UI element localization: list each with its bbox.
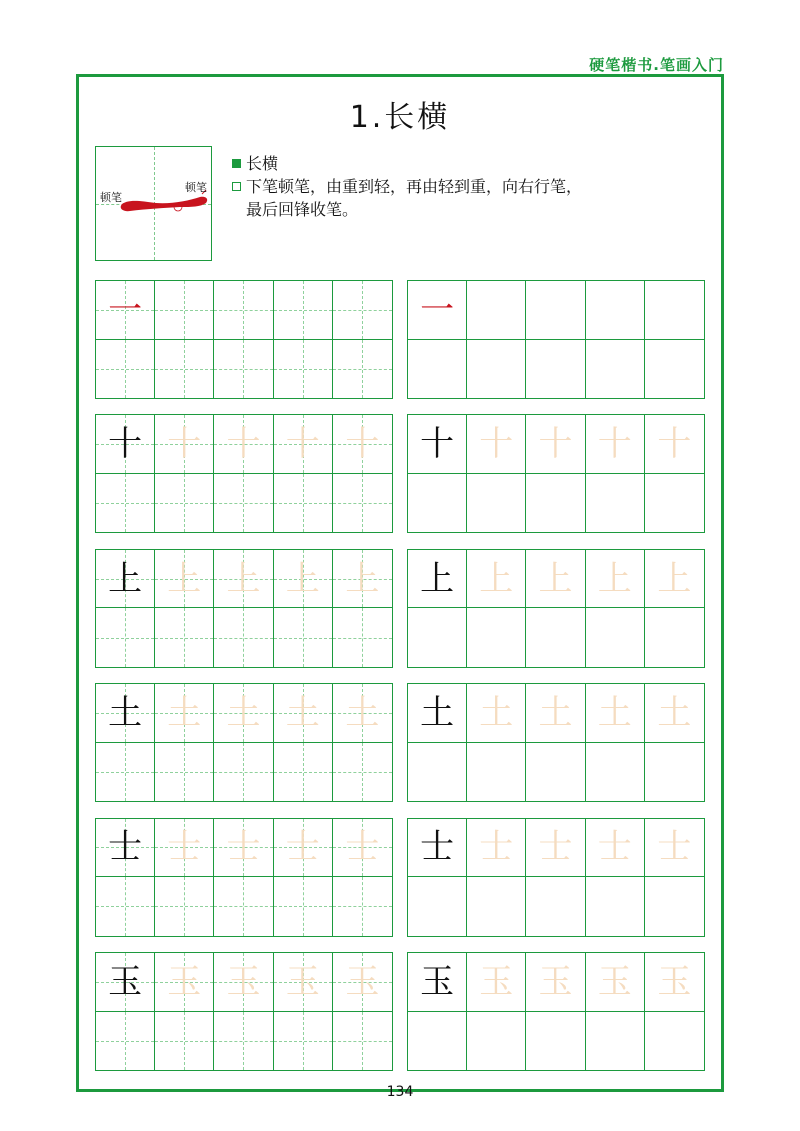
practice-cell[interactable] [586, 608, 645, 667]
trace-character: 十 [538, 424, 573, 465]
practice-cell[interactable] [155, 340, 214, 399]
practice-cell[interactable] [96, 415, 155, 474]
open-square-bullet-icon [232, 182, 241, 191]
trace-character: 上 [226, 558, 261, 599]
practice-cell[interactable] [645, 743, 704, 802]
cell-guide-horizontal [333, 638, 392, 639]
practice-cell[interactable] [645, 1012, 704, 1071]
practice-cell[interactable] [526, 684, 585, 743]
practice-cell[interactable] [274, 474, 333, 533]
trace-character: 土 [226, 692, 261, 733]
stroke-description [232, 152, 582, 221]
practice-cell[interactable] [155, 953, 214, 1012]
cell-guide-horizontal [333, 906, 392, 907]
practice-cell[interactable] [526, 474, 585, 533]
practice-cell[interactable] [274, 608, 333, 667]
practice-cell[interactable] [214, 474, 273, 533]
practice-cell[interactable] [467, 953, 526, 1012]
practice-cell[interactable] [526, 415, 585, 474]
model-character: 十 [420, 424, 455, 465]
practice-cell[interactable] [586, 474, 645, 533]
practice-cell[interactable] [274, 415, 333, 474]
practice-cell[interactable] [155, 281, 214, 340]
description-line-1: 下笔顿笔，由重到轻，再由轻到重，向右行笔， [246, 177, 583, 196]
cell-guide-horizontal [333, 369, 392, 370]
practice-grid-block [407, 280, 705, 399]
cell-guide-horizontal [214, 1041, 272, 1042]
cell-guide-horizontal [96, 772, 154, 773]
trace-character: 上 [345, 558, 380, 599]
practice-cell[interactable] [586, 743, 645, 802]
trace-character: 玉 [597, 961, 632, 1002]
trace-character: 土 [538, 692, 573, 733]
practice-cell[interactable] [274, 1012, 333, 1071]
practice-cell[interactable] [155, 684, 214, 743]
practice-cell[interactable] [586, 684, 645, 743]
practice-cell[interactable] [586, 877, 645, 936]
model-character: 十 [108, 424, 143, 465]
practice-cell[interactable] [586, 819, 645, 878]
cell-guide-horizontal [155, 503, 213, 504]
practice-cell[interactable] [274, 340, 333, 399]
practice-cell[interactable] [408, 743, 467, 802]
practice-cell[interactable] [586, 953, 645, 1012]
practice-cell[interactable] [214, 819, 273, 878]
practice-grid-block [407, 683, 705, 802]
practice-cell[interactable] [96, 743, 155, 802]
trace-character: 土 [167, 692, 202, 733]
practice-cell[interactable] [214, 1012, 273, 1071]
practice-cell[interactable] [214, 281, 273, 340]
practice-cell[interactable] [214, 743, 273, 802]
practice-cell[interactable] [96, 474, 155, 533]
practice-cell[interactable] [96, 684, 155, 743]
description-heading: 长横 [246, 154, 279, 173]
practice-cell[interactable] [96, 877, 155, 936]
practice-grid-block [95, 952, 393, 1071]
practice-cell[interactable] [586, 550, 645, 609]
model-character: 上 [108, 558, 143, 599]
trace-character: 土 [597, 692, 632, 733]
practice-cell[interactable] [408, 684, 467, 743]
cell-guide-horizontal [214, 369, 272, 370]
practice-grid-block [407, 414, 705, 533]
cell-guide-horizontal [96, 638, 154, 639]
trace-character: 士 [597, 827, 632, 868]
practice-cell[interactable] [155, 608, 214, 667]
trace-character: 玉 [479, 961, 514, 1002]
practice-grid-block [407, 818, 705, 937]
description-line-2: 最后回锋收笔。 [246, 200, 359, 219]
practice-grid-block [407, 549, 705, 668]
practice-cell[interactable] [96, 1012, 155, 1071]
cell-guide-horizontal [155, 1041, 213, 1042]
trace-character: 玉 [657, 961, 692, 1002]
practice-cell[interactable] [333, 743, 392, 802]
practice-cell[interactable] [333, 340, 392, 399]
trace-character: 士 [657, 827, 692, 868]
practice-cell[interactable] [408, 877, 467, 936]
practice-cell[interactable] [333, 474, 392, 533]
practice-cell[interactable] [526, 340, 585, 399]
practice-cell[interactable] [155, 743, 214, 802]
practice-grid-block [95, 818, 393, 937]
practice-cell[interactable] [96, 953, 155, 1012]
model-character: 玉 [108, 961, 143, 1002]
practice-cell[interactable] [333, 550, 392, 609]
practice-cell[interactable] [333, 1012, 392, 1071]
cell-guide-horizontal [96, 1041, 154, 1042]
cell-guide-horizontal [274, 1041, 332, 1042]
practice-cell[interactable] [586, 415, 645, 474]
filled-square-bullet-icon [232, 159, 241, 168]
practice-cell[interactable] [467, 684, 526, 743]
model-character: 一 [108, 289, 143, 330]
cell-guide-horizontal [214, 906, 272, 907]
page-title: 1.长横 [349, 100, 451, 135]
practice-grid-block [407, 952, 705, 1071]
practice-cell[interactable] [645, 953, 704, 1012]
cell-guide-horizontal [214, 310, 272, 311]
practice-cell[interactable] [645, 415, 704, 474]
practice-cell[interactable] [526, 953, 585, 1012]
trace-character: 上 [597, 558, 632, 599]
practice-cell[interactable] [333, 953, 392, 1012]
cell-guide-horizontal [274, 503, 332, 504]
practice-cell[interactable] [408, 608, 467, 667]
practice-cell[interactable] [96, 281, 155, 340]
practice-cell[interactable] [467, 877, 526, 936]
practice-cell[interactable] [408, 819, 467, 878]
trace-character: 十 [285, 424, 320, 465]
model-character: 上 [420, 558, 455, 599]
cell-guide-horizontal [333, 503, 392, 504]
cell-guide-horizontal [333, 772, 392, 773]
trace-character: 玉 [226, 961, 261, 1002]
practice-cell[interactable] [214, 953, 273, 1012]
practice-cell[interactable] [214, 415, 273, 474]
practice-cell[interactable] [333, 877, 392, 936]
cell-guide-horizontal [274, 906, 332, 907]
practice-cell[interactable] [586, 281, 645, 340]
model-character: 士 [108, 827, 143, 868]
practice-cell[interactable] [526, 877, 585, 936]
trace-character: 士 [167, 827, 202, 868]
cell-guide-horizontal [274, 638, 332, 639]
practice-cell[interactable] [645, 340, 704, 399]
practice-cell[interactable] [467, 1012, 526, 1071]
cell-guide-horizontal [214, 638, 272, 639]
practice-cell[interactable] [155, 1012, 214, 1071]
cell-guide-horizontal [155, 638, 213, 639]
cell-guide-horizontal [155, 772, 213, 773]
trace-character: 玉 [167, 961, 202, 1002]
practice-cell[interactable] [526, 819, 585, 878]
practice-cell[interactable] [274, 550, 333, 609]
model-character: 士 [420, 827, 455, 868]
practice-cell[interactable] [526, 550, 585, 609]
trace-character: 士 [285, 827, 320, 868]
practice-cell[interactable] [155, 550, 214, 609]
cell-guide-horizontal [155, 906, 213, 907]
cell-guide-horizontal [274, 369, 332, 370]
practice-grid-block [95, 414, 393, 533]
trace-character: 玉 [285, 961, 320, 1002]
practice-cell[interactable] [645, 608, 704, 667]
trace-character: 土 [479, 692, 514, 733]
trace-character: 上 [657, 558, 692, 599]
cell-guide-horizontal [274, 310, 332, 311]
practice-cell[interactable] [155, 819, 214, 878]
trace-character: 土 [285, 692, 320, 733]
practice-cell[interactable] [408, 340, 467, 399]
practice-cell[interactable] [333, 819, 392, 878]
practice-cell[interactable] [274, 819, 333, 878]
demo-label-left: 顿笔 [100, 191, 122, 204]
trace-character: 上 [538, 558, 573, 599]
trace-character: 十 [345, 424, 380, 465]
practice-cell[interactable] [96, 340, 155, 399]
trace-character: 玉 [345, 961, 380, 1002]
practice-cell[interactable] [214, 608, 273, 667]
trace-character: 士 [538, 827, 573, 868]
trace-character: 上 [479, 558, 514, 599]
practice-cell[interactable] [96, 608, 155, 667]
practice-cell[interactable] [526, 281, 585, 340]
practice-cell[interactable] [408, 281, 467, 340]
practice-cell[interactable] [645, 684, 704, 743]
practice-cell[interactable] [408, 1012, 467, 1071]
practice-grid-block [95, 549, 393, 668]
stroke-demo-box [95, 146, 212, 261]
trace-character: 玉 [538, 961, 573, 1002]
practice-cell[interactable] [467, 743, 526, 802]
demo-label-right: 顿笔 [185, 181, 207, 194]
cell-guide-horizontal [274, 772, 332, 773]
practice-cell[interactable] [467, 281, 526, 340]
page-number: 134 [386, 1084, 414, 1100]
practice-cell[interactable] [155, 877, 214, 936]
practice-cell[interactable] [408, 550, 467, 609]
practice-cell[interactable] [526, 743, 585, 802]
practice-cell[interactable] [467, 474, 526, 533]
cell-guide-horizontal [214, 772, 272, 773]
practice-cell[interactable] [467, 550, 526, 609]
cell-guide-horizontal [155, 310, 213, 311]
practice-cell[interactable] [408, 953, 467, 1012]
practice-cell[interactable] [333, 281, 392, 340]
practice-cell[interactable] [96, 550, 155, 609]
practice-cell[interactable] [214, 340, 273, 399]
practice-cell[interactable] [408, 474, 467, 533]
cell-guide-horizontal [333, 310, 392, 311]
cell-guide-horizontal [155, 369, 213, 370]
cell-guide-horizontal [333, 1041, 392, 1042]
practice-cell[interactable] [467, 608, 526, 667]
practice-cell[interactable] [467, 415, 526, 474]
practice-cell[interactable] [274, 743, 333, 802]
practice-cell[interactable] [526, 608, 585, 667]
practice-cell[interactable] [645, 281, 704, 340]
practice-cell[interactable] [155, 415, 214, 474]
practice-grid-block [95, 280, 393, 399]
practice-cell[interactable] [467, 819, 526, 878]
trace-character: 士 [226, 827, 261, 868]
model-character: 土 [420, 692, 455, 733]
cell-guide-horizontal [96, 503, 154, 504]
practice-cell[interactable] [274, 877, 333, 936]
trace-character: 土 [657, 692, 692, 733]
page-header: 硬笔楷书.笔画入门 [589, 56, 724, 74]
practice-cell[interactable] [214, 684, 273, 743]
cell-guide-horizontal [96, 369, 154, 370]
trace-character: 士 [345, 827, 380, 868]
practice-cell[interactable] [214, 877, 273, 936]
trace-character: 十 [479, 424, 514, 465]
trace-character: 土 [345, 692, 380, 733]
practice-cell[interactable] [333, 415, 392, 474]
model-character: 土 [108, 692, 143, 733]
trace-character: 上 [285, 558, 320, 599]
practice-cell[interactable] [274, 684, 333, 743]
practice-cell[interactable] [214, 550, 273, 609]
practice-cell[interactable] [274, 281, 333, 340]
practice-cell[interactable] [467, 340, 526, 399]
cell-guide-horizontal [214, 503, 272, 504]
practice-cell[interactable] [645, 474, 704, 533]
practice-cell[interactable] [645, 550, 704, 609]
practice-cell[interactable] [408, 415, 467, 474]
practice-cell[interactable] [586, 340, 645, 399]
practice-cell[interactable] [155, 474, 214, 533]
practice-cell[interactable] [333, 608, 392, 667]
model-character: 一 [420, 289, 455, 330]
model-character: 玉 [420, 961, 455, 1002]
practice-cell[interactable] [96, 819, 155, 878]
practice-grid-block [95, 683, 393, 802]
trace-character: 十 [167, 424, 202, 465]
trace-character: 十 [657, 424, 692, 465]
trace-character: 十 [597, 424, 632, 465]
practice-cell[interactable] [645, 819, 704, 878]
trace-character: 上 [167, 558, 202, 599]
practice-cell[interactable] [645, 877, 704, 936]
trace-character: 十 [226, 424, 261, 465]
practice-cell[interactable] [586, 1012, 645, 1071]
cell-guide-horizontal [96, 906, 154, 907]
practice-cell[interactable] [274, 953, 333, 1012]
practice-cell[interactable] [333, 684, 392, 743]
trace-character: 士 [479, 827, 514, 868]
practice-cell[interactable] [526, 1012, 585, 1071]
